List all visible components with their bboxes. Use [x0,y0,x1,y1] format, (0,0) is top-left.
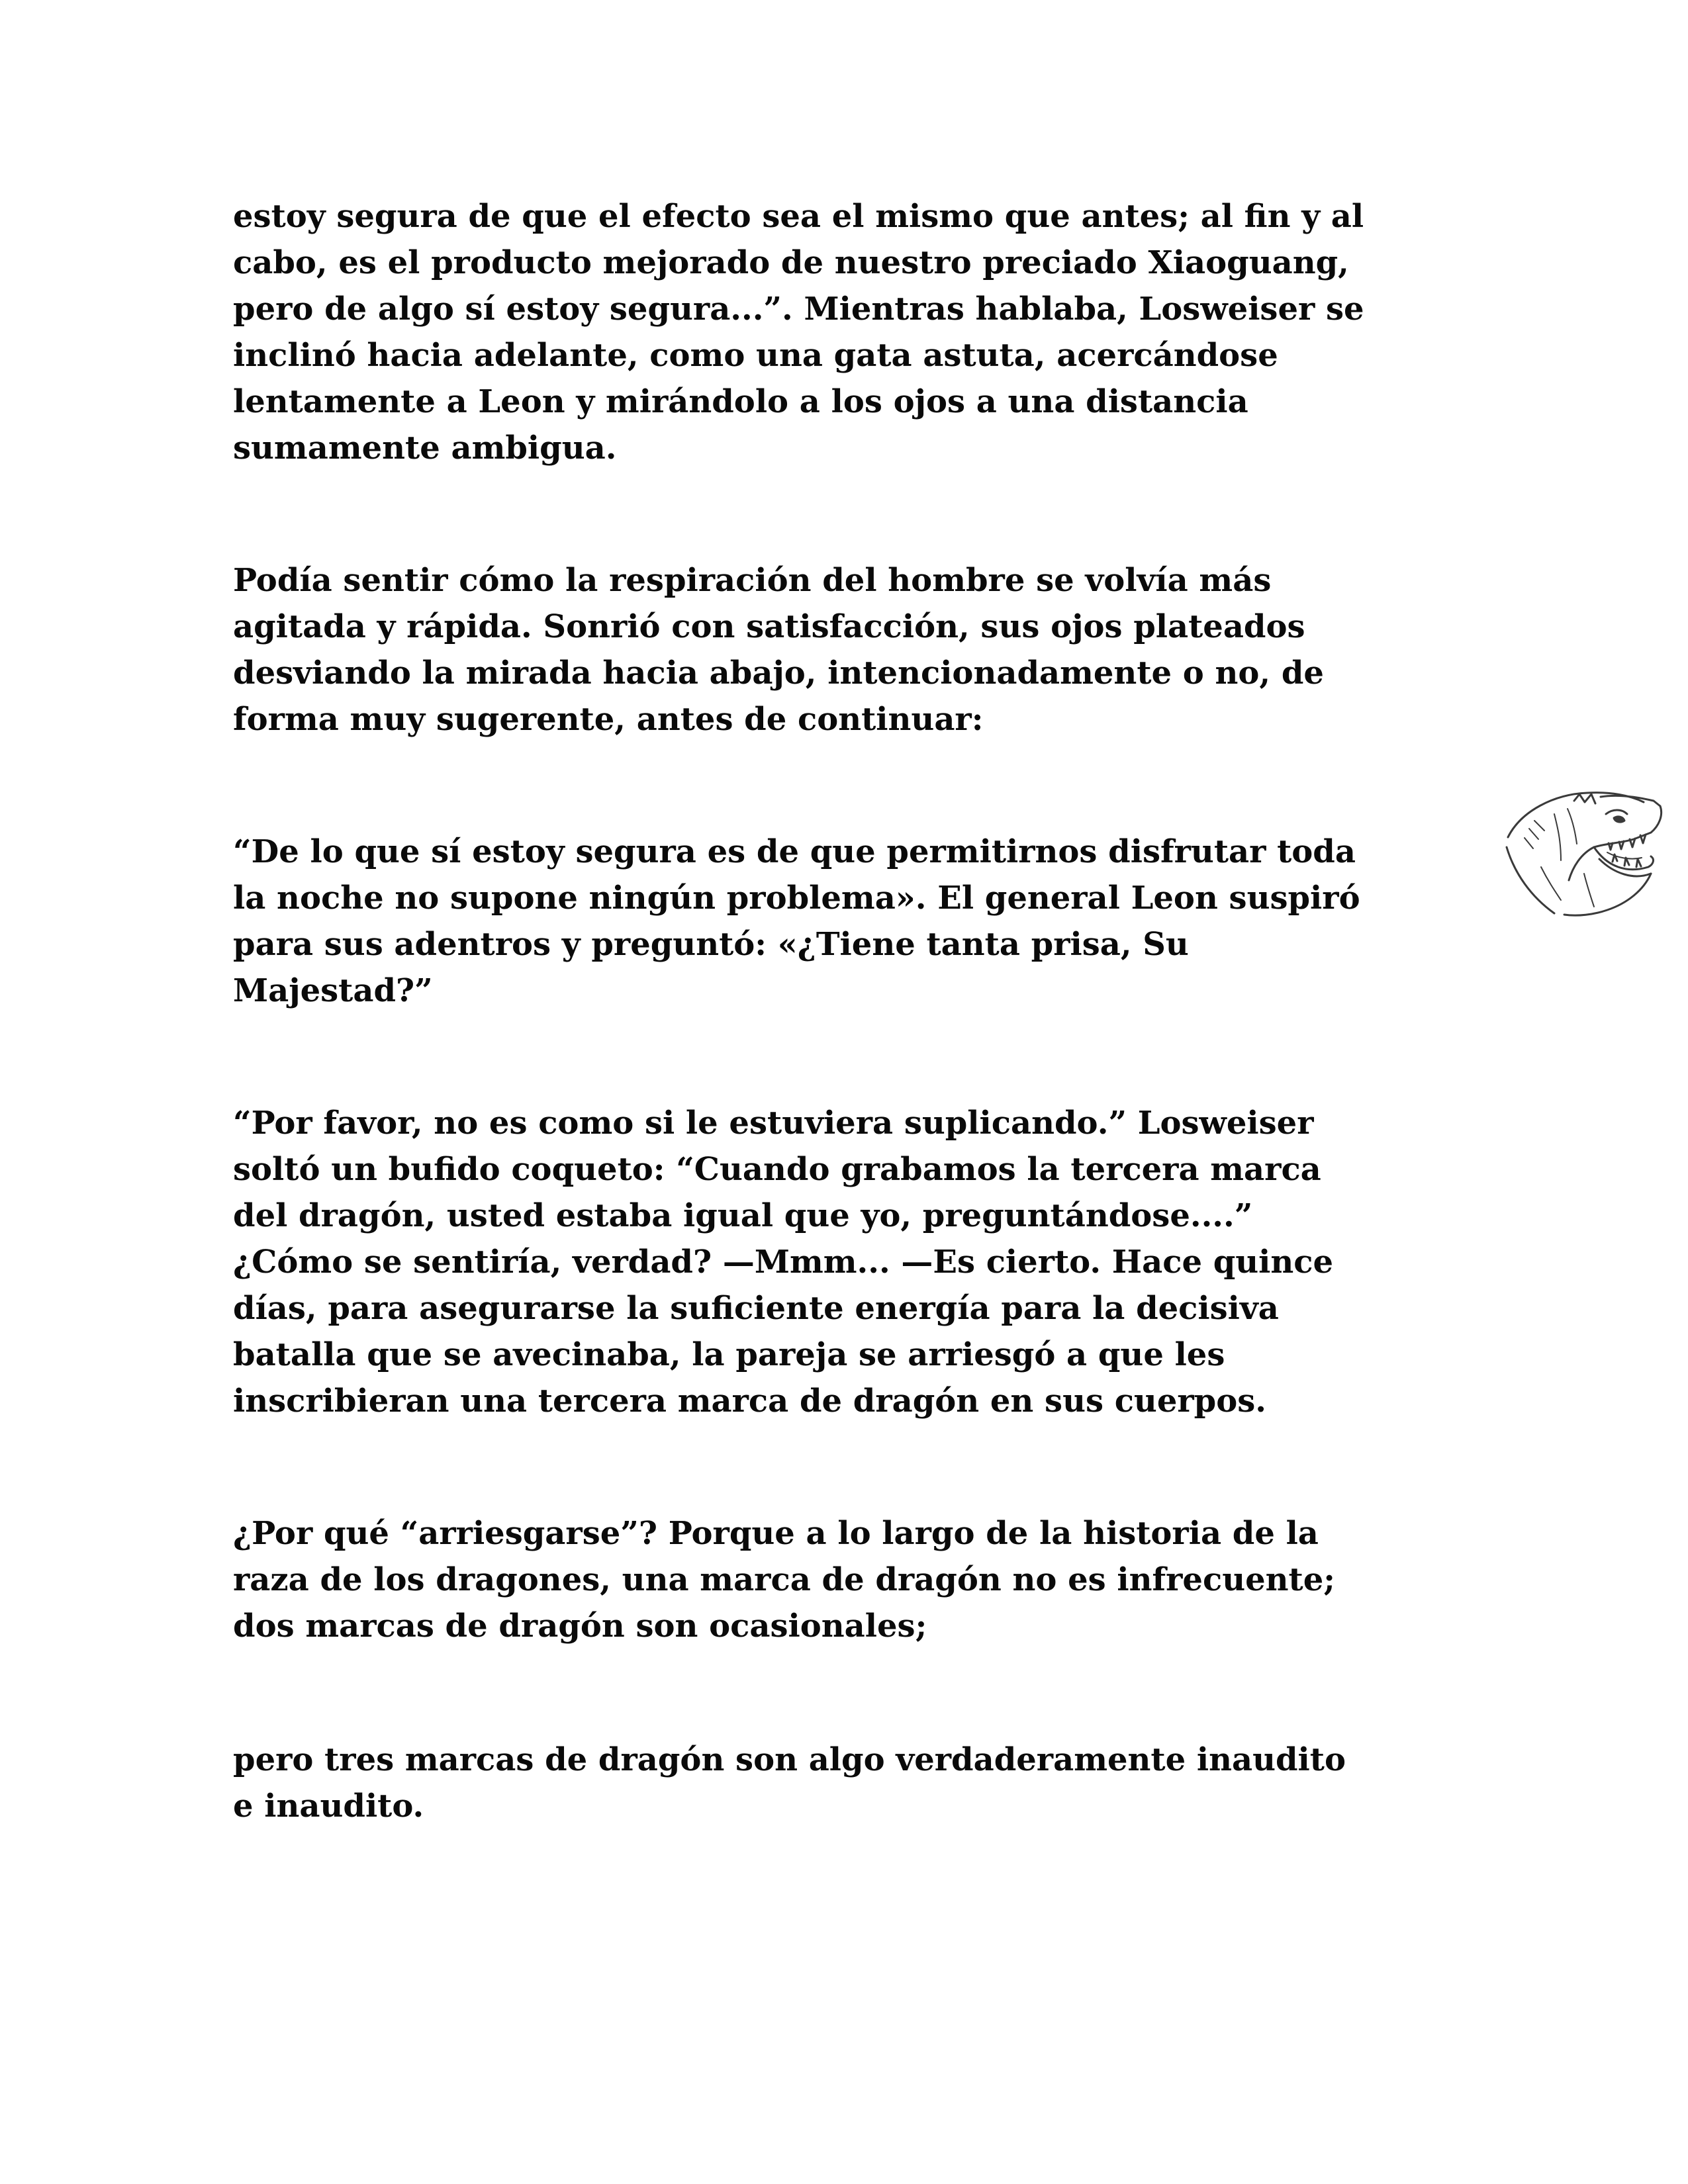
paragraph-1: estoy segura de que el efecto sea el mismo que antes; al fin y al cabo, es el producto mejorado de nuestro preciado Xiaoguang, pero de algo sí estoy segura...”. Mientras hablaba, Losweiser se inclinó hacia adelante, como una gata astuta, acercándose lentamente a Leon y mirándolo a los ojos a una distancia sumamente ambigua. [233,198,1364,467]
paragraph-2: Podía sentir cómo la respiración del hombre se volvía más agitada y rápida. Sonrió con satisfacción, sus ojos plateados desviando la mirada hacia abajo, intencionadamente o no, de forma muy sugerente, antes de continuar: [233,562,1324,738]
dinosaur-head-sketch-icon [1495,774,1668,927]
body-text [233,193,1464,1829]
paragraph-5: ¿Por qué “arriesgarse”? Porque a lo largo de la historia de la raza de los dragones, una marca de dragón no es infrecuente; dos marcas de dragón son ocasionales; [233,1515,1335,1645]
paragraph-4: “Por favor, no es como si le estuviera suplicando.” Losweiser soltó un bufido coqueto: “Cuando grabamos la tercera marca del dragón, usted estaba igual que yo, preguntándose....” ¿Cómo se sentiría, verdad? —Mmm... —Es cierto. Hace quince días, para asegurarse la suficiente energía para la decisiva batalla que se avecinaba, la pareja se arriesgó a que les inscribieran una tercera marca de dragón en sus cuerpos. [233,1105,1334,1420]
paragraph-3: “De lo que sí estoy segura es de que permitirnos disfrutar toda la noche no supone ningún problema». El general Leon suspiró para sus adentros y preguntó: «¿Tiene tanta prisa, Su Majestad?” [233,833,1360,1009]
paragraph-6: pero tres marcas de dragón son algo verdaderamente inaudito e inaudito. [233,1741,1346,1825]
